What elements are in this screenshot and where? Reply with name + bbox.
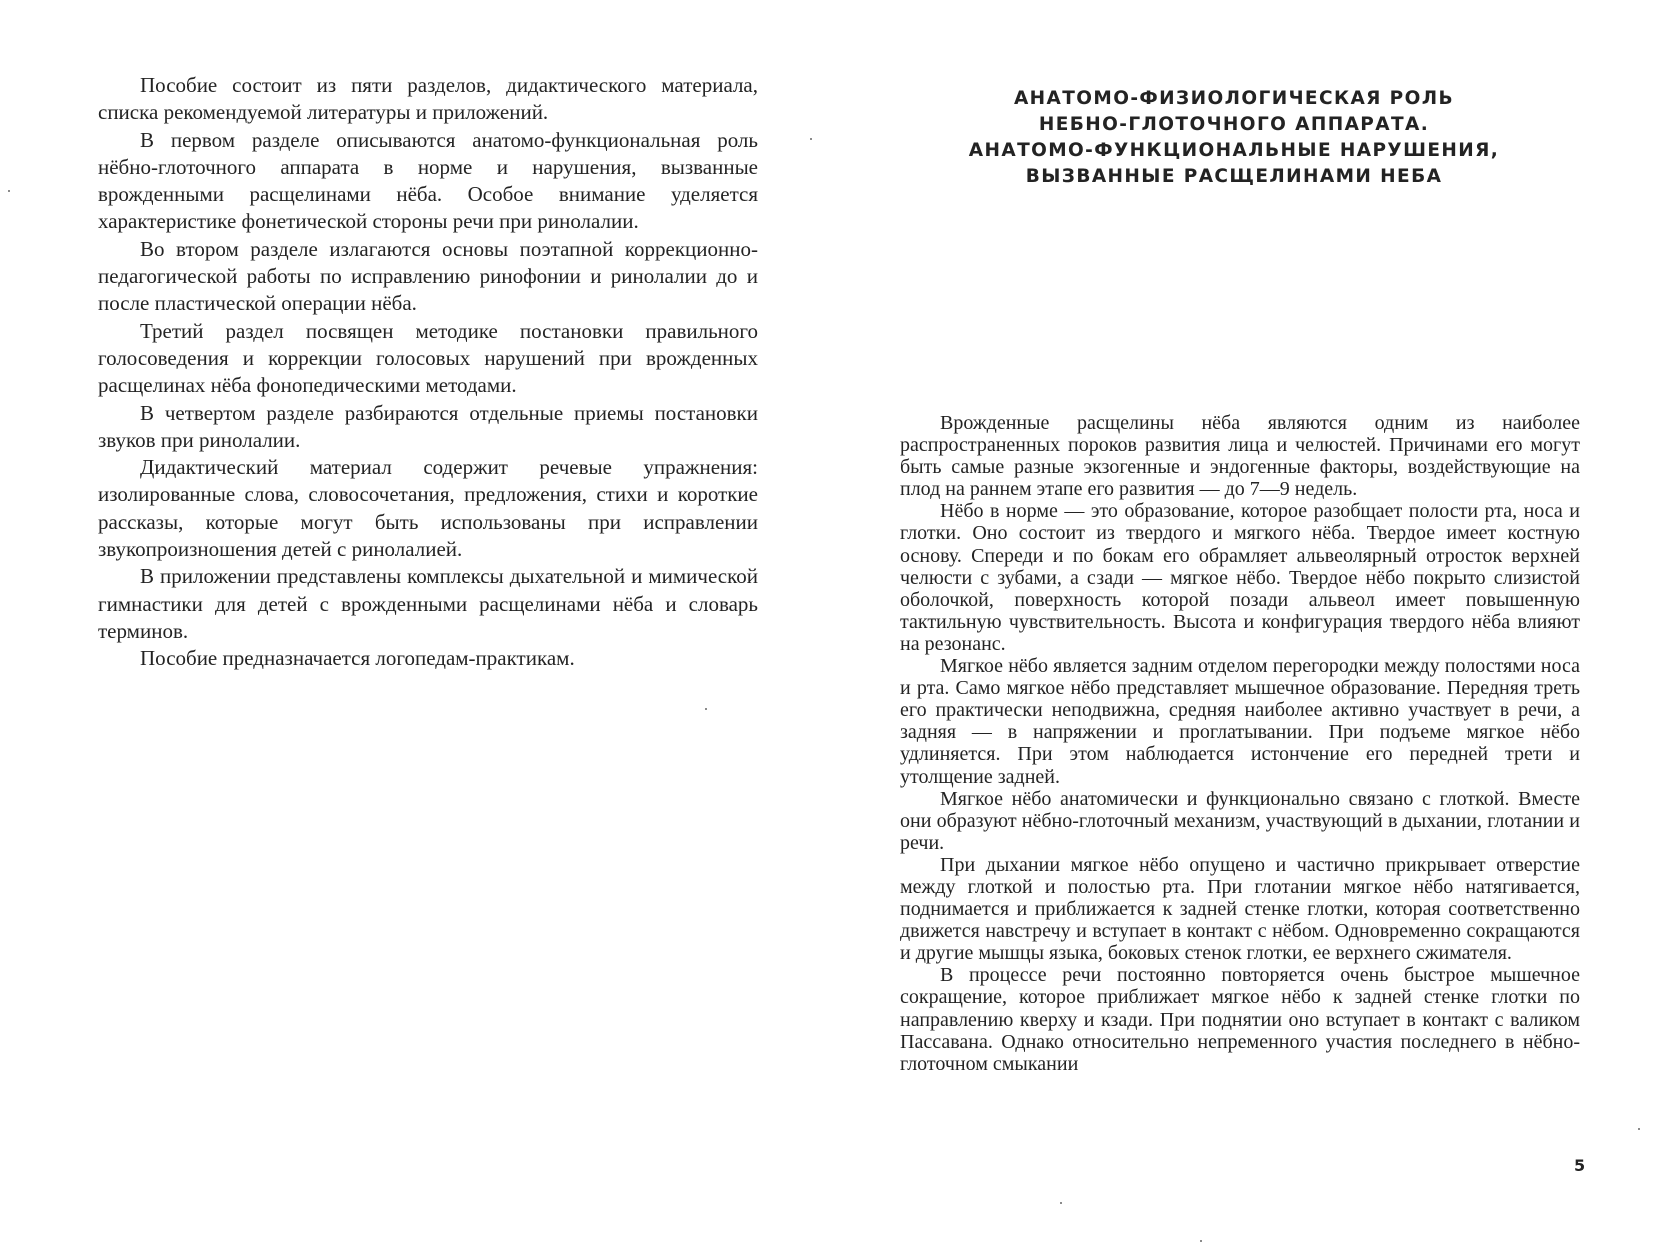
- heading-line: ВЫЗВАННЫЕ РАСЩЕЛИНАМИ НЕБА: [1025, 166, 1443, 187]
- scan-speck: [1200, 1240, 1202, 1242]
- paragraph: Нёбо в норме — это образование, которое разобщает полости рта, носа и глотки. Оно состоит из твердого и мягкого нёба. Твердое имеет костную основу. Спереди и по бокам его обрамляет альвеолярный отросток верхней челюсти с зубами, а сзади — мягкое нёбо. Твердое нёбо покрыто слизистой оболочкой, поверхность которой позади альвеол имеет повышенную тактильную чувствительность. Высота и конфигурация твердого нёба влияют на резонанс.: [900, 500, 1580, 655]
- paragraph: Третий раздел посвящен методике постановки правильного голосоведения и коррекции голосовых нарушений при врожденных расщелинах нёба фонопедическими методами.: [98, 318, 758, 398]
- paragraph: Пособие предназначается логопедам-практикам.: [140, 646, 575, 671]
- paragraph: В процессе речи постоянно повторяется очень быстрое мышечное сокращение, которое приближает мягкое нёбо к задней стенке глотки по направлению кверху и кзади. При поднятии оно вступает в контакт с валиком Пассавана. Однако относительно непременного участия последнего в нёбно-глоточном смыкании: [900, 964, 1580, 1075]
- paragraph: В приложении представлены комплексы дыхательной и мимической гимнастики для детей с врожденными расщелинами нёба и словарь терминов.: [98, 564, 758, 643]
- right-page: [832, 0, 1665, 1256]
- left-page: [0, 0, 832, 1256]
- scan-speck: [1638, 1128, 1640, 1130]
- scan-speck: [810, 138, 812, 140]
- paragraph: Пособие состоит из пяти разделов, дидактического материала, списка рекомендуемой литературы и приложений.: [98, 73, 758, 125]
- paragraph: В четвертом разделе разбираются отдельные приемы постановки звуков при ринолалии.: [98, 400, 758, 452]
- chapter-heading: [964, 86, 1504, 190]
- scan-speck: [1060, 1202, 1062, 1204]
- paragraph: Мягкое нёбо анатомически и функционально связано с глоткой. Вместе они образуют нёбно-глоточный механизм, участвующий в дыхании, глотании и речи.: [900, 787, 1580, 854]
- scan-speck: [8, 190, 10, 192]
- heading-line: АНАТОМО-ФИЗИОЛОГИЧЕСКАЯ РОЛЬ: [1013, 88, 1455, 109]
- heading-line: НЕБНО-ГЛОТОЧНОГО АППАРАТА.: [1038, 114, 1430, 135]
- heading-line: АНАТОМО-ФУНКЦИОНАЛЬНЫЕ НАРУШЕНИЯ,: [968, 140, 1500, 161]
- page-number: 5: [1574, 1156, 1586, 1175]
- paragraph: Мягкое нёбо является задним отделом перегородки между полостями носа и рта. Само мягкое нёбо представляет мышечное образование. Передняя треть его практически неподвижна, средняя наиболее активно участвует в речи, а задняя — в напряжении и проглатывании. При подъеме мягкое нёбо удлиняется. При этом наблюдается истончение его передней трети и утолщение задней.: [900, 655, 1580, 788]
- paragraph: Во втором разделе излагаются основы поэтапной коррекционно-педагогической работы по исправлению ринофонии и ринолалии до и после пластической операции нёба.: [98, 236, 758, 316]
- scan-speck: [705, 708, 707, 710]
- paragraph: Дидактический материал содержит речевые упражнения: изолированные слова, словосочетания, предложения, стихи и короткие рассказы, которые могут быть использованы при исправлении звукопроизношения детей с ринолалией.: [98, 455, 758, 562]
- paragraph: Врожденные расщелины нёба являются одним из наиболее распространенных пороков развития лица и челюстей. Причинами его могут быть самые разные экзогенные и эндогенные факторы, воздействующие на плод на раннем этапе его развития — до 7—9 недель.: [900, 412, 1580, 501]
- paragraph: В первом разделе описываются анатомо-функциональная роль нёбно-глоточного аппарата в норме и нарушения, вызванные врожденными расщелинами нёба. Особое внимание уделяется характеристике фонетической стороны речи при ринолалии.: [98, 127, 758, 234]
- paragraph: При дыхании мягкое нёбо опущено и частично прикрывает отверстие между глоткой и полостью рта. При глотании мягкое нёбо натягивается, поднимается и приближается к задней стенке глотки, которая соответственно движется навстречу и вступает в контакт с нёбом. Одновременно сокращаются и другие мышцы языка, боковых стенок глотки, ее верхнего сжимателя.: [900, 853, 1580, 965]
- right-page-text: [900, 412, 1580, 1075]
- left-page-text: [98, 72, 758, 673]
